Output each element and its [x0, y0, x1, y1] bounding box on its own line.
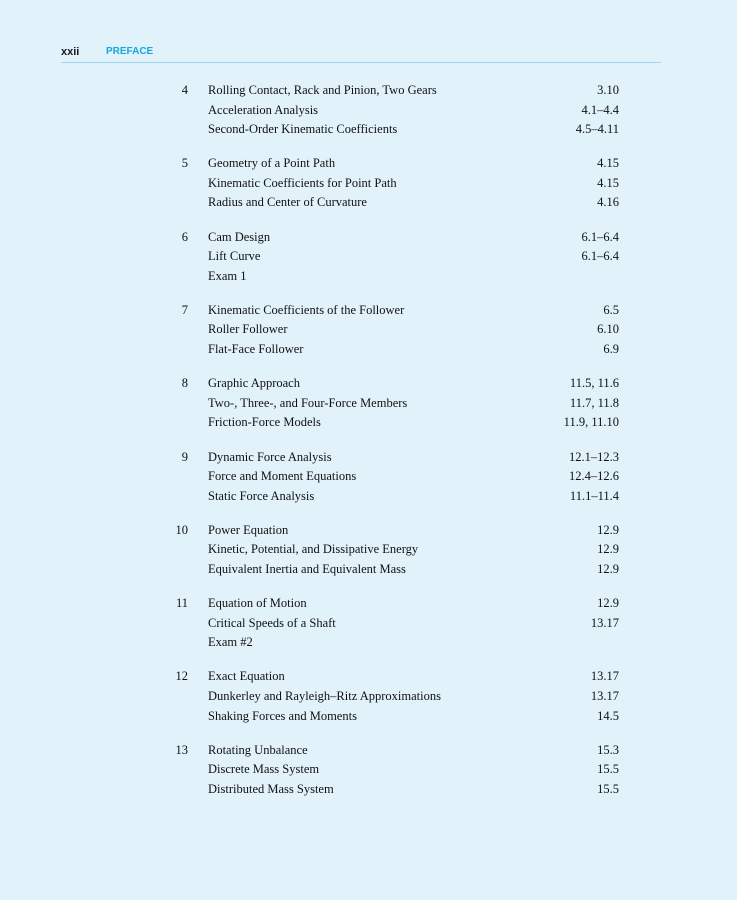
topic-label: Power Equation — [208, 522, 289, 537]
schedule-row — [0, 709, 737, 729]
topic-label: Geometry of a Point Path — [208, 156, 336, 171]
schedule-row — [0, 542, 737, 562]
week-number: 9 — [181, 449, 188, 464]
schedule-row — [0, 195, 737, 215]
topic-label: Rotating Unbalance — [208, 742, 308, 757]
section-reference: 6.5 — [603, 302, 619, 317]
topic-label: Rolling Contact, Rack and Pinion, Two Gears — [208, 83, 437, 97]
schedule-row — [0, 156, 737, 176]
week-number: 8 — [181, 376, 188, 391]
schedule-row — [0, 269, 737, 289]
topic-label: Distributed Mass System — [208, 781, 334, 796]
topic-label: Second-Order Kinematic Coefficients — [208, 122, 398, 137]
week-number: 11 — [175, 596, 188, 611]
schedule-row — [0, 230, 737, 250]
section-reference: 11.5, 11.6 — [569, 376, 619, 391]
section-reference: 11.9, 11.10 — [563, 415, 619, 430]
schedule-row — [0, 342, 737, 362]
topic-label: Kinetic, Potential, and Dissipative Energy — [208, 542, 419, 557]
schedule-row — [0, 616, 737, 636]
section-reference: 15.5 — [597, 762, 619, 777]
section-reference: 6.9 — [603, 342, 619, 357]
section-reference: 12.9 — [597, 561, 619, 576]
week-number: 6 — [181, 229, 188, 244]
section-title: PREFACE — [106, 46, 154, 57]
schedule-row — [0, 743, 737, 763]
running-header — [61, 46, 661, 63]
topic-label: Dynamic Force Analysis — [208, 449, 332, 464]
schedule-row — [0, 122, 737, 142]
section-reference: 4.15 — [597, 156, 619, 171]
section-reference: 12.9 — [597, 596, 619, 611]
schedule-row — [0, 762, 737, 782]
topic-label: Critical Speeds of a Shaft — [208, 615, 336, 630]
week-number: 12 — [175, 669, 188, 684]
week-number: 10 — [175, 522, 188, 537]
topic-label: Two-, Three-, and Four-Force Members — [208, 395, 408, 410]
section-reference: 15.5 — [597, 781, 619, 796]
topic-label: Flat-Face Follower — [208, 342, 304, 357]
section-reference: 12.9 — [597, 522, 619, 537]
section-reference: 13.17 — [590, 688, 619, 703]
topic-label: Kinematic Coefficients of the Follower — [208, 302, 405, 317]
section-reference: 11.1–11.4 — [569, 488, 619, 503]
schedule-row — [0, 523, 737, 543]
section-reference: 15.3 — [597, 742, 619, 757]
schedule-row — [0, 669, 737, 689]
section-reference: 6.1–6.4 — [581, 229, 619, 244]
section-reference: 4.16 — [597, 195, 619, 210]
section-reference: 12.9 — [597, 542, 619, 557]
section-reference: 11.7, 11.8 — [569, 395, 619, 410]
topic-label: Cam Design — [208, 229, 271, 244]
topic-label: Roller Follower — [208, 322, 288, 337]
topic-label: Exam #2 — [208, 635, 253, 650]
week-number: 7 — [181, 302, 188, 317]
section-reference: 14.5 — [597, 708, 619, 723]
topic-label: Graphic Approach — [208, 376, 300, 391]
topic-label: Equation of Motion — [208, 596, 307, 611]
topic-label: Equivalent Inertia and Equivalent Mass — [208, 561, 406, 576]
page-number: xxii — [61, 46, 80, 58]
schedule-row — [0, 415, 737, 435]
section-reference: 6.1–6.4 — [581, 249, 619, 264]
schedule-row — [0, 376, 737, 396]
week-number: 13 — [175, 742, 188, 757]
schedule-row — [0, 782, 737, 802]
topic-label: Radius and Center of Curvature — [208, 195, 367, 210]
schedule-row — [0, 176, 737, 196]
section-reference: 6.10 — [597, 322, 619, 337]
section-reference: 12.1–12.3 — [569, 449, 619, 464]
schedule-row — [0, 322, 737, 342]
schedule-row — [0, 303, 737, 323]
schedule-row — [0, 249, 737, 269]
topic-label: Kinematic Coefficients for Point Path — [208, 175, 397, 190]
section-reference: 4.15 — [597, 175, 619, 190]
topic-label: Exact Equation — [208, 669, 285, 684]
schedule-row — [0, 635, 737, 655]
schedule-row — [0, 489, 737, 509]
schedule-row — [0, 596, 737, 616]
schedule-row — [0, 450, 737, 470]
topic-label: Discrete Mass System — [208, 762, 320, 777]
topic-label: Acceleration Analysis — [208, 102, 319, 117]
schedule-row — [0, 396, 737, 416]
section-reference: 3.10 — [597, 83, 619, 97]
topic-label: Shaking Forces and Moments — [208, 708, 357, 723]
section-reference: 4.5–4.11 — [575, 122, 619, 137]
schedule-row — [0, 469, 737, 489]
schedule-row — [0, 689, 737, 709]
topic-label: Dunkerley and Rayleigh–Ritz Approximations — [208, 688, 441, 703]
topic-label: Friction-Force Models — [208, 415, 321, 430]
topic-label: Force and Moment Equations — [208, 469, 357, 484]
section-reference: 4.1–4.4 — [581, 102, 619, 117]
week-number: 4 — [181, 83, 188, 97]
section-reference: 13.17 — [590, 669, 619, 684]
schedule-row — [0, 103, 737, 123]
week-number: 5 — [181, 156, 188, 171]
schedule-row — [0, 83, 737, 103]
topic-label: Lift Curve — [208, 249, 261, 264]
topic-label: Static Force Analysis — [208, 488, 315, 503]
section-reference: 13.17 — [590, 615, 619, 630]
schedule-row — [0, 562, 737, 582]
topic-label: Exam 1 — [208, 268, 247, 283]
section-reference: 12.4–12.6 — [569, 469, 619, 484]
